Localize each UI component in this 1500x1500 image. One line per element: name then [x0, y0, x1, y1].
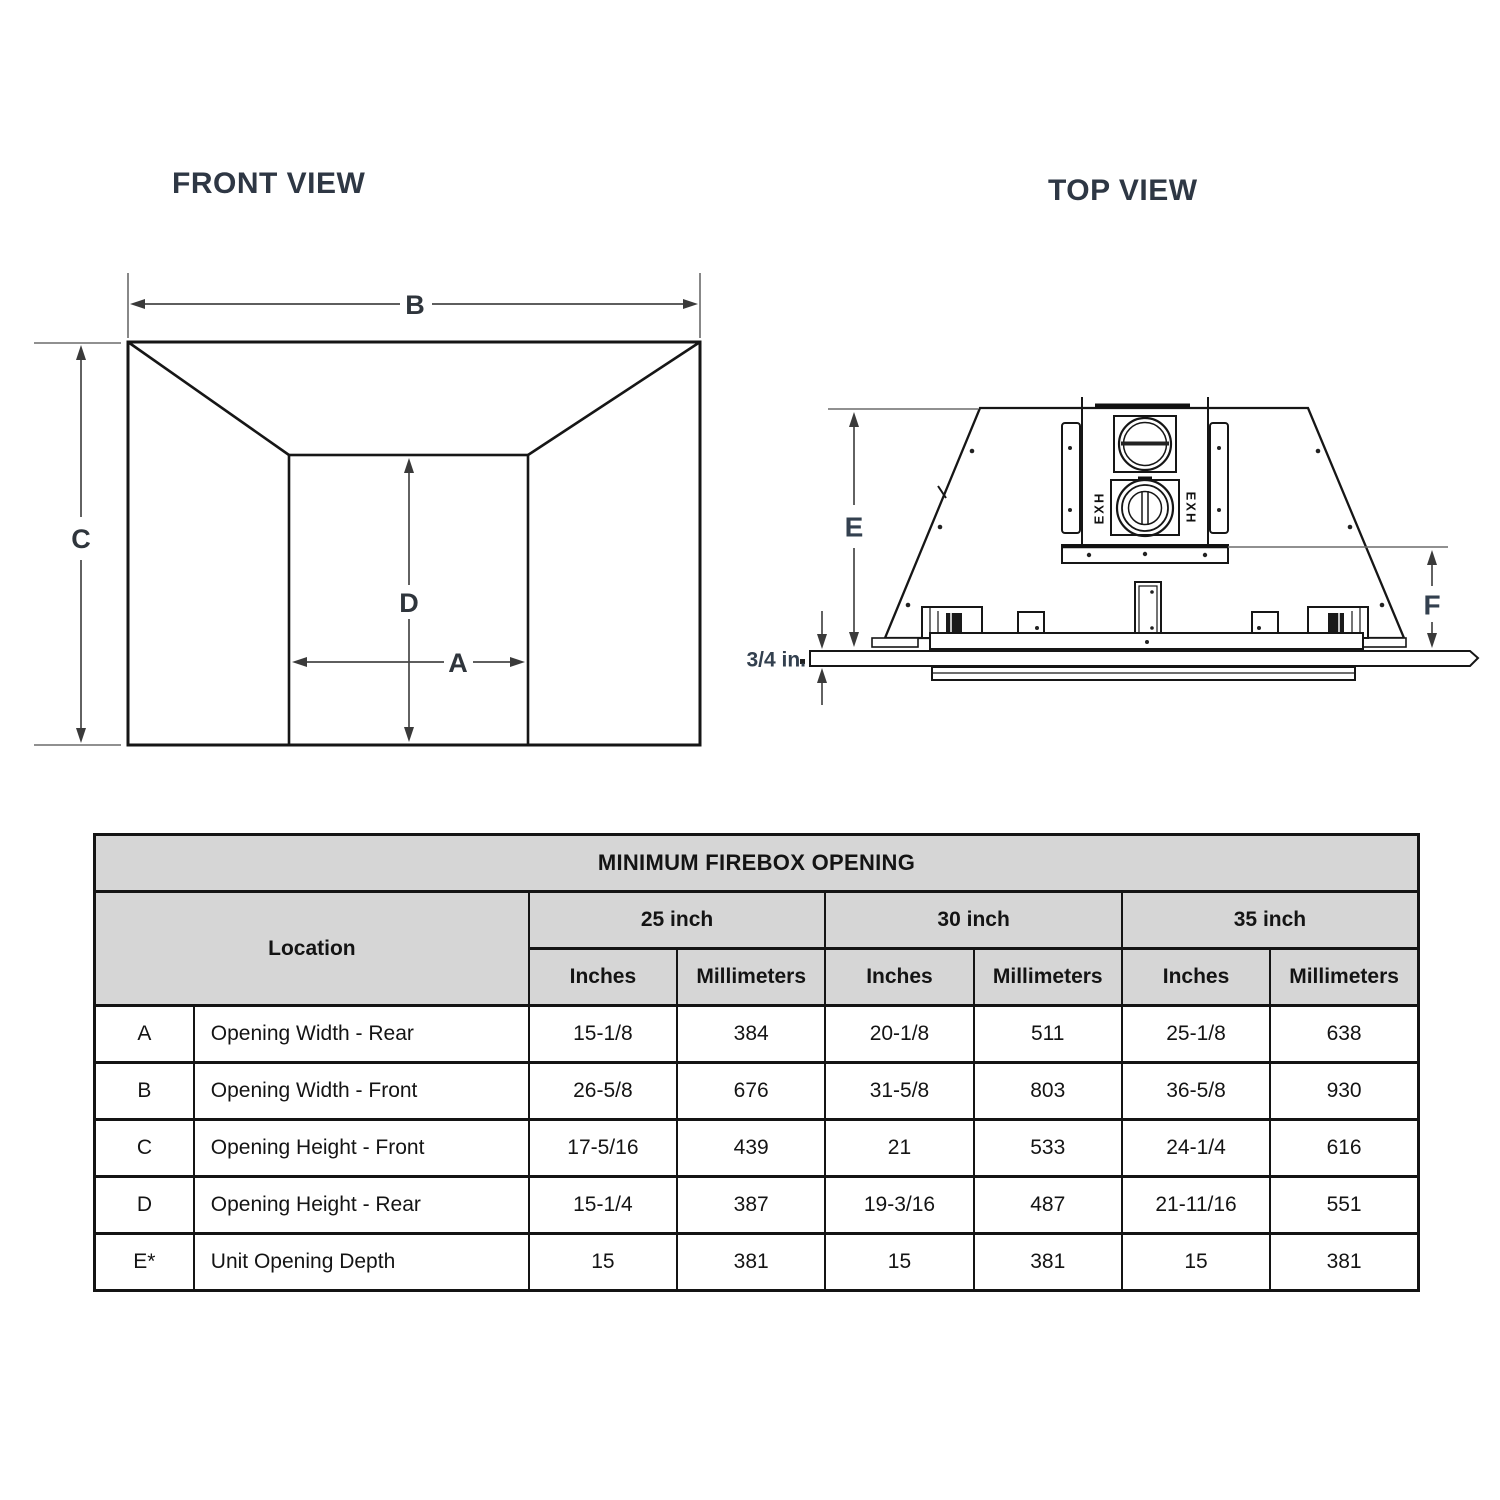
row-value: 31-5/8	[825, 1063, 973, 1120]
size-group-35: 35 inch	[1122, 892, 1419, 949]
front-view-title: FRONT VIEW	[172, 167, 366, 200]
front-view-diagram	[20, 255, 740, 785]
location-header: Location	[95, 892, 529, 1006]
dim-offset-arrow-down	[817, 634, 827, 649]
left-foot-plate	[872, 638, 918, 647]
table-row	[95, 1006, 1419, 1063]
row-key: E*	[95, 1234, 194, 1291]
row-key: C	[95, 1120, 194, 1177]
table-row	[95, 1120, 1419, 1177]
row-value: 511	[974, 1006, 1122, 1063]
dim-e-arrow-down	[849, 632, 859, 647]
hearth-bar	[800, 651, 1478, 666]
table-title: MINIMUM FIREBOX OPENING	[95, 835, 1419, 892]
row-value: 20-1/8	[825, 1006, 973, 1063]
row-value: 487	[974, 1177, 1122, 1234]
row-value: 803	[974, 1063, 1122, 1120]
table-row	[95, 1177, 1419, 1234]
dim-b-label: B	[405, 290, 425, 320]
dim-a-arrow-right	[510, 657, 525, 667]
front-face-bar	[930, 633, 1363, 649]
row-value: 616	[1270, 1120, 1418, 1177]
units-inches-25: Inches	[529, 949, 677, 1006]
row-value: 15	[529, 1234, 677, 1291]
row-value: 25-1/8	[1122, 1006, 1270, 1063]
top-view-diagram	[700, 385, 1500, 710]
row-value: 15-1/4	[529, 1177, 677, 1234]
row-value: 26-5/8	[529, 1063, 677, 1120]
row-value: 21	[825, 1120, 973, 1177]
lower-trim-bar	[932, 667, 1355, 680]
dim-f-label: F	[1423, 589, 1441, 621]
dim-d-arrow-up	[404, 458, 414, 473]
row-value: 17-5/16	[529, 1120, 677, 1177]
row-location: Opening Height - Front	[194, 1120, 529, 1177]
row-value: 930	[1270, 1063, 1418, 1120]
dim-d-label: D	[399, 588, 419, 618]
row-value: 15	[825, 1234, 973, 1291]
row-value: 36-5/8	[1122, 1063, 1270, 1120]
row-key: D	[95, 1177, 194, 1234]
dim-c-label: C	[71, 524, 91, 554]
dim-a-arrow-left	[292, 657, 307, 667]
dim-offset-arrow-up	[817, 668, 827, 683]
row-value: 24-1/4	[1122, 1120, 1270, 1177]
row-value: 638	[1270, 1006, 1418, 1063]
row-location: Opening Width - Rear	[194, 1006, 529, 1063]
exh-label-right: EXH	[1183, 491, 1199, 525]
units-inches-35: Inches	[1122, 949, 1270, 1006]
dim-a-label: A	[448, 648, 468, 678]
row-key: B	[95, 1063, 194, 1120]
row-location: Opening Width - Front	[194, 1063, 529, 1120]
row-value: 381	[974, 1234, 1122, 1291]
dim-f-arrow-up	[1427, 550, 1437, 565]
size-group-30: 30 inch	[825, 892, 1122, 949]
exh-label-left: EXH	[1091, 491, 1107, 525]
row-value: 19-3/16	[825, 1177, 973, 1234]
row-key: A	[95, 1006, 194, 1063]
row-value: 439	[677, 1120, 825, 1177]
table-row	[95, 1234, 1419, 1291]
units-inches-30: Inches	[825, 949, 973, 1006]
table-title-row	[95, 835, 1419, 892]
units-mm-25: Millimeters	[677, 949, 825, 1006]
firebox-opening-table	[93, 833, 1420, 1292]
row-value: 381	[1270, 1234, 1418, 1291]
row-location: Opening Height - Rear	[194, 1177, 529, 1234]
dim-b-arrow-left	[130, 299, 145, 309]
row-value: 384	[677, 1006, 825, 1063]
size-group-25: 25 inch	[529, 892, 826, 949]
dim-b-arrow-right	[683, 299, 698, 309]
top-view-title: TOP VIEW	[1048, 174, 1198, 207]
exhaust-flange	[1062, 545, 1228, 563]
dim-d-arrow-down	[404, 727, 414, 742]
table-size-row	[95, 892, 1419, 949]
dim-f-arrow-down	[1427, 633, 1437, 648]
row-value: 15	[1122, 1234, 1270, 1291]
table-row	[95, 1063, 1419, 1120]
row-value: 15-1/8	[529, 1006, 677, 1063]
dim-e-arrow-up	[849, 412, 859, 427]
row-value: 387	[677, 1177, 825, 1234]
dim-c-arrow-down	[76, 728, 86, 743]
units-mm-30: Millimeters	[974, 949, 1122, 1006]
dim-e-label: E	[844, 511, 864, 543]
row-value: 533	[974, 1120, 1122, 1177]
row-value: 676	[677, 1063, 825, 1120]
dim-offset-label: 3/4 in.	[746, 648, 806, 672]
row-location: Unit Opening Depth	[194, 1234, 529, 1291]
row-value: 551	[1270, 1177, 1418, 1234]
dim-c-arrow-up	[76, 345, 86, 360]
row-value: 381	[677, 1234, 825, 1291]
row-value: 21-11/16	[1122, 1177, 1270, 1234]
units-mm-35: Millimeters	[1270, 949, 1418, 1006]
firebox-outline	[128, 342, 700, 745]
